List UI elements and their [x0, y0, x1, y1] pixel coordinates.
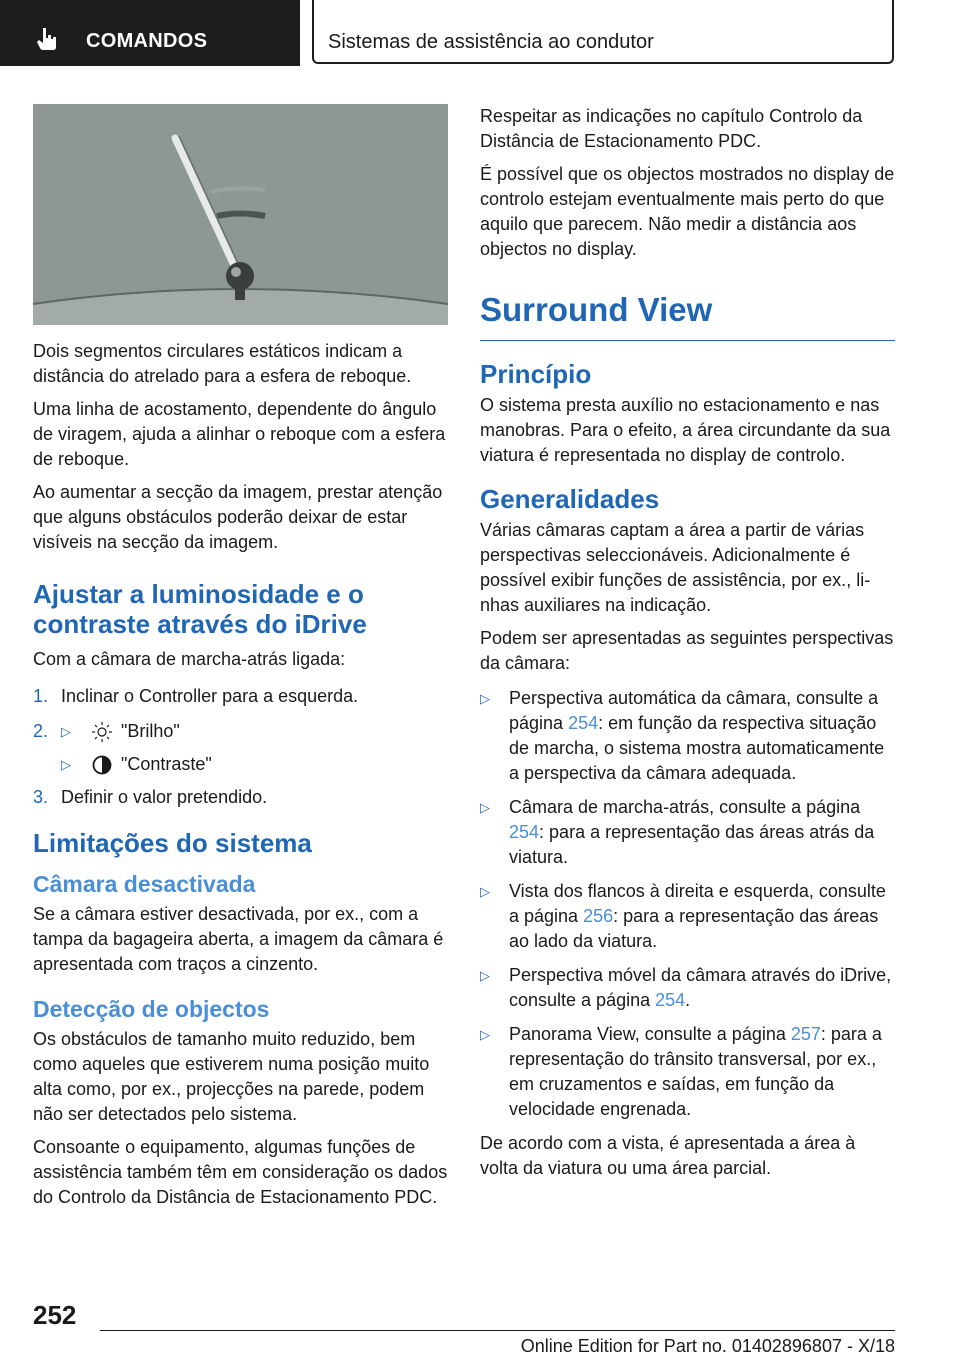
paragraph: Ao aumentar a secção da imagem, prestar atenção que alguns obstáculos poderão deixar de estar visíveis na secção da imagem. [33, 482, 443, 552]
section-heading-general: Generalidades [480, 484, 660, 514]
triangle-bullet-icon: ▷ [61, 757, 71, 772]
triangle-bullet-icon: ▷ [480, 884, 490, 899]
step-number: 2. [33, 721, 49, 741]
page-link[interactable]: 254 [509, 822, 540, 842]
edition-note: Online Edition for Part no. 01402896807 - X/18 [520, 1336, 895, 1356]
bullet-text: Perspectiva móvel da câmara através do iDrive, consulte a página [509, 965, 892, 1010]
paragraph: Respeitar as indicações no capítulo Controlo da Distância de Estacionamento PDC. [480, 106, 863, 151]
paragraph: Se a câmara estiver desactivada, por ex., com a tampa da bagageira aberta, a imagem da câmara é apresentada com traços a cinzento. [33, 904, 444, 974]
steps-list [33, 684, 448, 810]
paragraph: Várias câmaras captam a área a partir de várias perspectivas seleccionáveis. Adicionalmente é possível exibir funções de assistência, por ex., linhas auxiliares na indicação. [480, 520, 871, 615]
sub-heading-detection: Detecção de objectos [33, 996, 270, 1022]
paragraph: Os obstáculos de tamanho muito reduzido, bem como aqueles que estiverem numa posição muito alta como, por ex., projecções na parede, podem não ser detectados pelo sistema. [33, 1029, 430, 1124]
section-heading-principle: Princípio [480, 359, 592, 389]
list-item [480, 879, 895, 954]
page-link[interactable]: 257 [790, 1024, 821, 1044]
step-number: 3. [33, 787, 49, 807]
list-item [480, 1022, 895, 1122]
bullet-text: Vista dos flancos à direita e esquerda, consulte a página [509, 881, 886, 926]
chapter-heading-surround-view: Surround View [480, 291, 713, 328]
section-heading-limits: Limitações do sistema [33, 828, 312, 858]
bullet-text: : para a representação das áreas ao lado da viatura. [509, 906, 879, 951]
paragraph: É possível que os objectos mostrados no display de controlo estejam eventualmente mais perto do que aquilo que parecem. Não medir a distância aos objectos no display. [480, 164, 895, 259]
sub-option-label: "Contraste" [121, 754, 212, 774]
triangle-bullet-icon: ▷ [480, 800, 490, 815]
bullet-text: : para a representação do trânsito transversal, por ex., em cruzamentos e saídas, em função da velocidade engrenada. [509, 1024, 882, 1119]
hand-pointer-icon [36, 27, 58, 51]
sub-heading-camera-off: Câmara desactivada [33, 871, 256, 897]
sub-option-label: "Brilho" [121, 721, 180, 741]
sub-option-brightness [61, 719, 448, 744]
paragraph: De acordo com a vista, é apresentada a área à volta da viatura ou uma área parcial. [480, 1133, 856, 1178]
page-link[interactable]: 254 [655, 990, 686, 1010]
step-text: Definir o valor pretendido. [61, 787, 268, 807]
rear-camera-trailer-figure [33, 104, 448, 325]
triangle-bullet-icon: ▷ [480, 691, 490, 706]
bullet-text: Câmara de marcha-atrás, consulte a página [509, 797, 861, 817]
brightness-icon [91, 721, 113, 743]
chapter-title-box [312, 0, 894, 64]
paragraph: Uma linha de acostamento, dependente do ângulo de viragem, ajuda a alinhar o reboque com a esfera de reboque. [33, 399, 446, 469]
bullet-text: Perspectiva automática da câmara, consulte a página [509, 688, 879, 733]
triangle-bullet-icon: ▷ [480, 1027, 490, 1042]
list-item [33, 719, 448, 777]
list-item [33, 684, 448, 709]
paragraph: O sistema presta auxílio no estacionamento e nas manobras. Para o efeito, a área circundante da sua viatura é representada no display de controlo. [480, 395, 891, 465]
footer-rule [100, 1330, 895, 1331]
bullet-text: . [685, 990, 691, 1010]
step-number: 1. [33, 686, 49, 706]
bullet-text: : em função da respectiva situação de marcha, o sistema mostra automaticamente a perspectiva da câmara adequada. [509, 713, 885, 783]
right-column [480, 104, 895, 1189]
header-section-tab [0, 0, 300, 66]
section-heading-brightness: Ajustar a luminosidade e o contraste através do iDrive [33, 579, 367, 639]
section-label: COMANDOS [86, 30, 208, 52]
list-item [480, 795, 895, 870]
triangle-bullet-icon: ▷ [61, 724, 71, 739]
heading-rule [480, 340, 895, 341]
list-item [480, 963, 895, 1013]
contrast-icon [91, 754, 113, 776]
paragraph: Consoante o equipamento, algumas funções de assistência também têm em consideração os dados do Controlo da Distância de Estacionamento PDC. [33, 1137, 448, 1207]
page-number: 252 [33, 1300, 77, 1330]
camera-perspectives-list [480, 686, 895, 1122]
bullet-text: : para a representação das áreas atrás da viatura. [509, 822, 875, 867]
paragraph: Dois segmentos circulares estáticos indicam a distância do atrelado para a esfera de reboque. [33, 341, 412, 386]
page-link[interactable]: 256 [583, 906, 614, 926]
paragraph: Podem ser apresentadas as seguintes perspectivas da câmara: [480, 628, 894, 673]
bullet-text: Panorama View, consulte a página [509, 1024, 791, 1044]
triangle-bullet-icon: ▷ [480, 968, 490, 983]
sub-option-contrast [61, 752, 448, 777]
paragraph: Com a câmara de marcha-atrás ligada: [33, 649, 346, 669]
left-column [33, 104, 448, 1218]
page-link[interactable]: 254 [568, 713, 599, 733]
list-item [480, 686, 895, 786]
step-text: Inclinar o Controller para a esquerda. [61, 686, 359, 706]
list-item [33, 785, 448, 810]
chapter-title: Sistemas de assistência ao condutor [328, 31, 654, 53]
